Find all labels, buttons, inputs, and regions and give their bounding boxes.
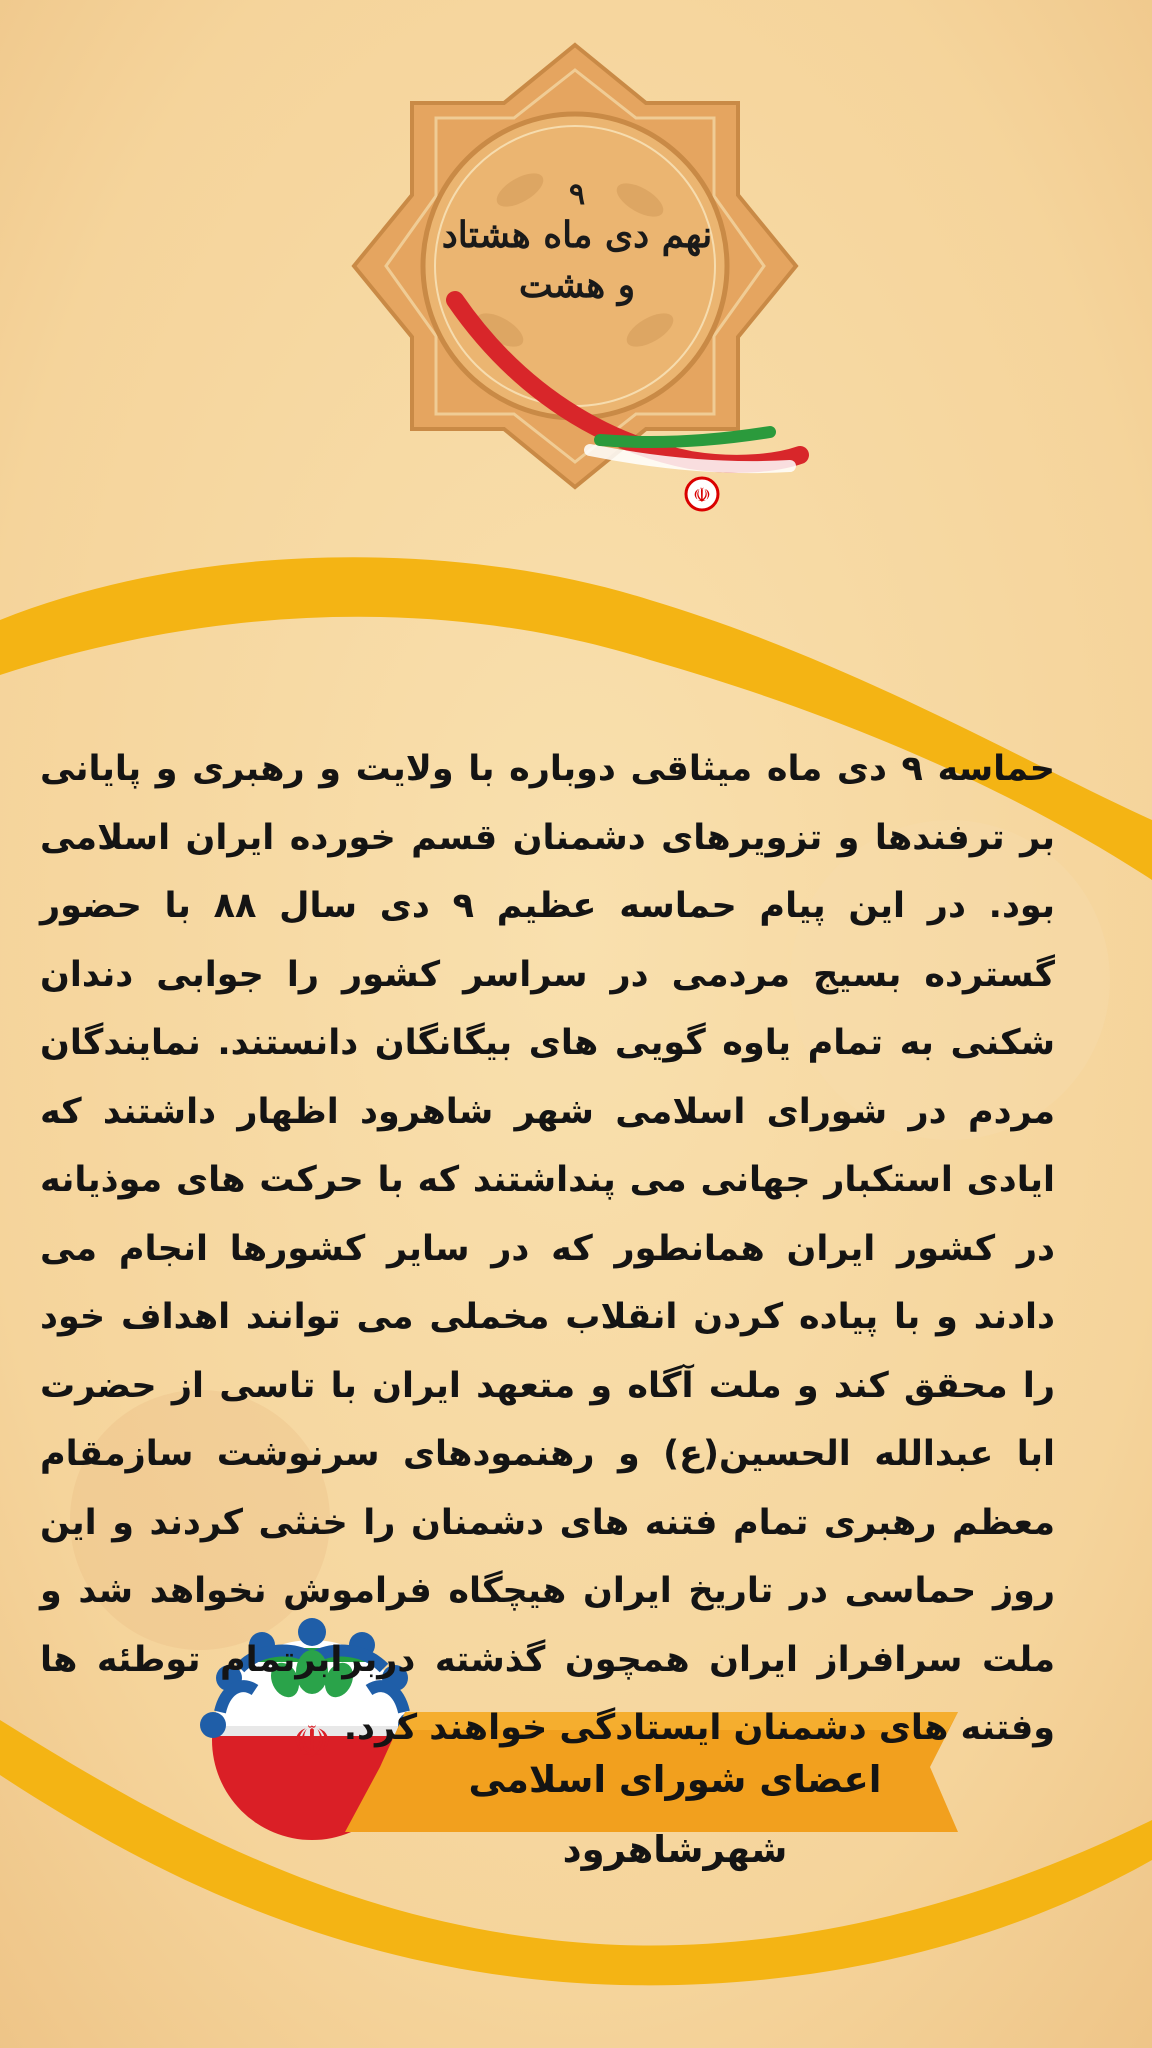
- emblem-calligraphy: [432, 177, 722, 380]
- emblem-title-text: نهم دی ماه هشتاد و هشت: [441, 214, 713, 306]
- logo-emblem-icon: ☫: [292, 1717, 332, 1768]
- iran-emblem-icon: ☫: [693, 483, 711, 507]
- council-name-label: اعضای شورای اسلامی شهرشاهرود: [468, 1758, 882, 1871]
- emblem-top-digit: ۹: [568, 177, 586, 212]
- statement-text: حماسه ۹ دی ماه میثاقی دوباره با ولایت و رهبری و پایانی بر ترفندها و تزویرهای دشمنان قسم خورده ایران اسلامی بود. در این پیام حماسه عظیم ۹ دی سال ۸۸ با حضور گسترده بسیج مردمی در سراسر کشور را جوابی دندان شکنی به تمام یاوه گویی های بیگانگان دانستند. نمایندگان مردم در شورای اسلامی شهر شاهرود اظهار داشتند که ایادی استکبار جهانی می پنداشتند که با حرکت های موذیانه در کشور ایران همانطور که در سایر کشورها انجام می دادند و با پیاده کردن انقلاب مخملی می توانند اهداف خود را محقق کند و ملت آگاه و متعهد ایران با تاسی از حضرت ابا عبدالله الحسین(ع) و رهنمودهای سرنوشت سازمقام معظم رهبری تمام فتنه های دشمنان را خنثی کردند و این روز حماسی در تاریخ ایران هیچگاه فراموش نخواهد شد و ملت سرافراز ایران همچون گذشته دربرابرتمام توطئه ها وفتنه های دشمنان ایستادگی خواهند کرد.: [40, 749, 1055, 1748]
